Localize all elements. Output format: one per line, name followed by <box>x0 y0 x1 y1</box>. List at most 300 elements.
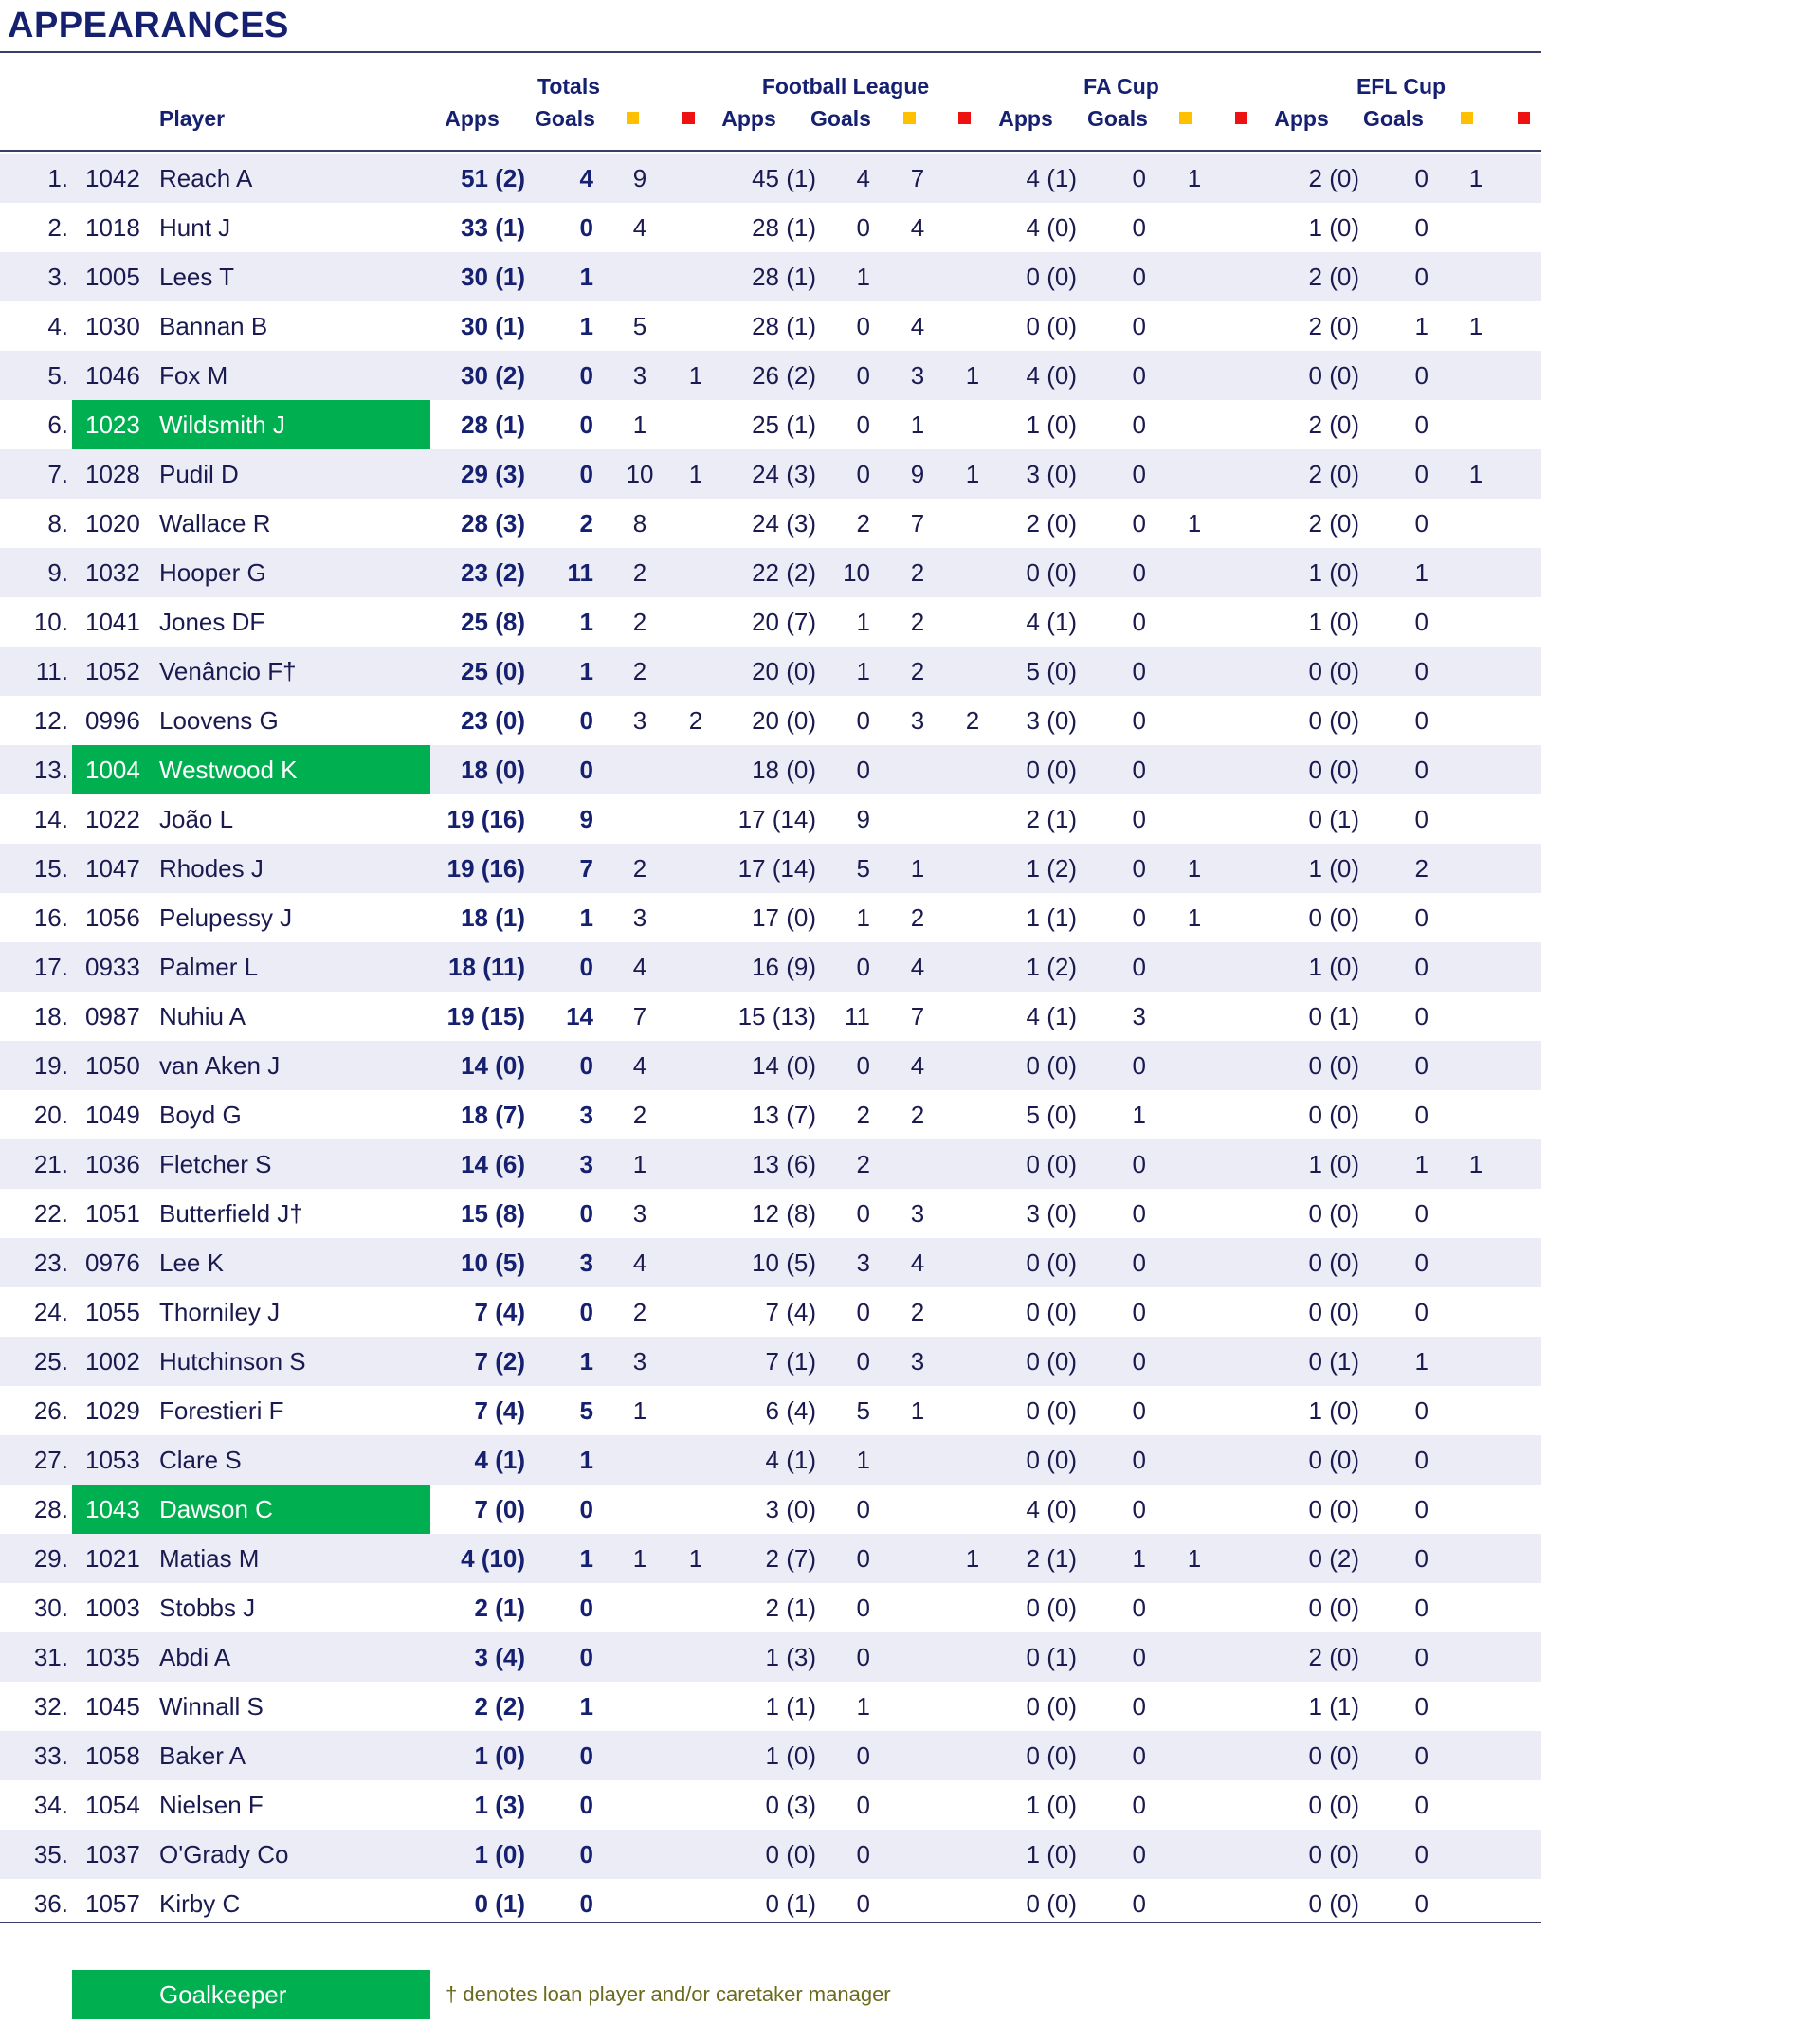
totals-yellow-cell: 8 <box>632 509 647 538</box>
efl-cup-yellow-cell: 1 <box>1468 1150 1483 1178</box>
efl-cup-goals-cell: 0 <box>1414 1446 1429 1474</box>
fa-cup-goals-cell: 0 <box>1132 1199 1146 1228</box>
rank-cell: 1. <box>47 164 68 192</box>
table-row <box>0 992 1541 1041</box>
efl-cup-goals-cell: 0 <box>1414 1594 1429 1622</box>
table-row <box>0 794 1541 844</box>
efl-cup-apps-cell: 0 (0) <box>1308 1840 1359 1868</box>
table-row <box>0 1337 1541 1386</box>
league-apps-cell: 0 (3) <box>765 1791 816 1819</box>
player-name-cell: Pelupessy J <box>159 903 293 932</box>
league-yellow-cell: 1 <box>910 854 925 883</box>
table-row <box>0 449 1541 499</box>
league-goals-cell: 0 <box>856 361 870 390</box>
totals-apps-cell: 7 (0) <box>474 1495 525 1523</box>
efl-cup-apps-cell: 1 (0) <box>1308 854 1359 883</box>
rank-cell: 12. <box>33 706 68 735</box>
table-row <box>0 1435 1541 1485</box>
fa-cup-goals-cell: 0 <box>1132 1594 1146 1622</box>
league-goals-cell: 1 <box>856 657 870 685</box>
fa-cup-goals-cell: 0 <box>1132 1248 1146 1277</box>
fa-cup-goals-cell: 0 <box>1132 1840 1146 1868</box>
player-name-cell: O'Grady Co <box>159 1840 289 1868</box>
league-apps-cell: 7 (4) <box>765 1298 816 1326</box>
efl-cup-apps-cell: 0 (0) <box>1308 1298 1359 1326</box>
column-header-player: Player <box>159 106 226 131</box>
efl-cup-goals-cell: 0 <box>1414 1051 1429 1080</box>
league-goals-cell: 2 <box>856 1150 870 1178</box>
player-name-cell: Pudil D <box>159 460 239 488</box>
totals-yellow-cell: 4 <box>632 953 647 981</box>
squad-number-cell: 1051 <box>85 1199 140 1228</box>
totals-goals-cell: 0 <box>579 1791 593 1819</box>
table-row <box>0 745 1541 794</box>
league-red-cell: 1 <box>965 460 980 488</box>
column-header-goals: Goals <box>810 106 871 131</box>
efl-cup-goals-cell: 0 <box>1414 1791 1429 1819</box>
efl-cup-goals-cell: 0 <box>1414 1741 1429 1770</box>
totals-yellow-cell: 5 <box>632 312 647 340</box>
fa-cup-goals-cell: 0 <box>1132 1396 1146 1425</box>
league-apps-cell: 17 (0) <box>752 903 816 932</box>
fa-cup-yellow-cell: 1 <box>1187 903 1202 932</box>
efl-cup-yellow-cell: 1 <box>1468 164 1483 192</box>
player-name-cell: Wallace R <box>159 509 271 538</box>
totals-apps-cell: 10 (5) <box>461 1248 525 1277</box>
table-row <box>0 1485 1541 1534</box>
fa-cup-goals-cell: 0 <box>1132 1889 1146 1918</box>
column-header-apps: Apps <box>721 106 776 131</box>
rank-cell: 10. <box>33 608 68 636</box>
fa-cup-apps-cell: 0 (0) <box>1026 1150 1077 1178</box>
efl-cup-goals-cell: 0 <box>1414 1298 1429 1326</box>
table-row <box>0 154 1541 203</box>
efl-cup-apps-cell: 2 (0) <box>1308 164 1359 192</box>
player-name-cell: Lees T <box>159 263 235 291</box>
league-apps-cell: 1 (1) <box>765 1692 816 1721</box>
squad-number-cell: 1053 <box>85 1446 140 1474</box>
squad-number-cell: 1032 <box>85 558 140 587</box>
totals-goals-cell: 1 <box>579 1544 593 1573</box>
totals-yellow-cell: 10 <box>626 460 654 488</box>
totals-apps-cell: 18 (7) <box>461 1101 525 1129</box>
totals-goals-cell: 0 <box>579 1199 593 1228</box>
totals-goals-cell: 11 <box>567 558 593 587</box>
squad-number-cell: 0996 <box>85 706 140 735</box>
totals-goals-cell: 4 <box>579 164 593 192</box>
efl-cup-apps-cell: 0 (0) <box>1308 1791 1359 1819</box>
table-row <box>0 942 1541 992</box>
squad-number-cell: 1041 <box>85 608 140 636</box>
totals-yellow-cell: 2 <box>632 1101 647 1129</box>
fa-cup-goals-cell: 0 <box>1132 706 1146 735</box>
table-row <box>0 400 1541 449</box>
fa-cup-apps-cell: 0 (0) <box>1026 1396 1077 1425</box>
fa-cup-apps-cell: 1 (0) <box>1026 410 1077 439</box>
totals-apps-cell: 15 (8) <box>461 1199 525 1228</box>
totals-goals-cell: 14 <box>566 1002 593 1030</box>
efl-cup-apps-cell: 0 (1) <box>1308 805 1359 833</box>
yellow-card-icon <box>1179 112 1192 124</box>
league-apps-cell: 20 (7) <box>752 608 816 636</box>
league-apps-cell: 3 (0) <box>765 1495 816 1523</box>
league-yellow-cell: 4 <box>910 953 925 981</box>
efl-cup-apps-cell: 0 (1) <box>1308 1002 1359 1030</box>
totals-goals-cell: 1 <box>579 903 593 932</box>
totals-apps-cell: 1 (0) <box>474 1741 525 1770</box>
player-name-cell: Venâncio F† <box>159 657 297 685</box>
table-row <box>0 1632 1541 1682</box>
league-apps-cell: 13 (7) <box>752 1101 816 1129</box>
fa-cup-goals-cell: 0 <box>1132 1347 1146 1376</box>
fa-cup-apps-cell: 3 (0) <box>1026 1199 1077 1228</box>
totals-apps-cell: 0 (1) <box>474 1889 525 1918</box>
league-goals-cell: 0 <box>856 1840 870 1868</box>
fa-cup-goals-cell: 0 <box>1132 460 1146 488</box>
league-apps-cell: 45 (1) <box>752 164 816 192</box>
fa-cup-goals-cell: 0 <box>1132 1741 1146 1770</box>
squad-number-cell: 1003 <box>85 1594 140 1622</box>
league-apps-cell: 18 (0) <box>752 756 816 784</box>
column-header-goals: Goals <box>1087 106 1148 131</box>
squad-number-cell: 1029 <box>85 1396 140 1425</box>
column-header-goals: Goals <box>535 106 595 131</box>
page-title: APPEARANCES <box>8 6 289 46</box>
fa-cup-goals-cell: 0 <box>1132 657 1146 685</box>
rank-cell: 30. <box>33 1594 68 1622</box>
efl-cup-apps-cell: 0 (0) <box>1308 361 1359 390</box>
totals-yellow-cell: 4 <box>632 1248 647 1277</box>
league-apps-cell: 16 (9) <box>752 953 816 981</box>
player-name-cell: Abdi A <box>159 1643 231 1671</box>
totals-goals-cell: 1 <box>579 1692 593 1721</box>
league-goals-cell: 0 <box>856 1347 870 1376</box>
totals-goals-cell: 0 <box>579 1889 593 1918</box>
player-name-cell: Jones DF <box>159 608 265 636</box>
league-apps-cell: 20 (0) <box>752 657 816 685</box>
column-header-goals: Goals <box>1363 106 1424 131</box>
totals-goals-cell: 0 <box>579 1298 593 1326</box>
squad-number-cell: 1049 <box>85 1101 140 1129</box>
squad-number-cell: 0987 <box>85 1002 140 1030</box>
efl-cup-goals-cell: 0 <box>1414 706 1429 735</box>
fa-cup-yellow-cell: 1 <box>1187 1544 1202 1573</box>
efl-cup-goals-cell: 0 <box>1414 1002 1429 1030</box>
efl-cup-apps-cell: 0 (0) <box>1308 706 1359 735</box>
table-row <box>0 301 1541 351</box>
league-goals-cell: 1 <box>856 263 870 291</box>
player-name-cell: Fletcher S <box>159 1150 272 1178</box>
league-apps-cell: 24 (3) <box>752 460 816 488</box>
efl-cup-goals-cell: 0 <box>1414 1396 1429 1425</box>
fa-cup-goals-cell: 1 <box>1132 1544 1146 1573</box>
league-red-cell: 1 <box>965 361 980 390</box>
table-row <box>0 499 1541 548</box>
table-row <box>0 1238 1541 1287</box>
goalkeeper-legend-label: Goalkeeper <box>159 1980 287 2009</box>
totals-apps-cell: 30 (1) <box>461 263 525 291</box>
fa-cup-goals-cell: 0 <box>1132 903 1146 932</box>
rank-cell: 26. <box>33 1396 68 1425</box>
totals-apps-cell: 2 (2) <box>474 1692 525 1721</box>
rank-cell: 35. <box>33 1840 68 1868</box>
totals-goals-cell: 0 <box>579 1051 593 1080</box>
rank-cell: 19. <box>33 1051 68 1080</box>
fa-cup-apps-cell: 1 (0) <box>1026 1791 1077 1819</box>
league-red-cell: 1 <box>965 1544 980 1573</box>
rank-cell: 25. <box>33 1347 68 1376</box>
rank-cell: 24. <box>33 1298 68 1326</box>
fa-cup-apps-cell: 5 (0) <box>1026 1101 1077 1129</box>
totals-yellow-cell: 4 <box>632 1051 647 1080</box>
fa-cup-apps-cell: 4 (1) <box>1026 1002 1077 1030</box>
fa-cup-yellow-cell: 1 <box>1187 164 1202 192</box>
league-apps-cell: 0 (0) <box>765 1840 816 1868</box>
rank-cell: 32. <box>33 1692 68 1721</box>
fa-cup-apps-cell: 2 (0) <box>1026 509 1077 538</box>
totals-goals-cell: 3 <box>579 1248 593 1277</box>
fa-cup-apps-cell: 3 (0) <box>1026 706 1077 735</box>
totals-yellow-cell: 3 <box>632 903 647 932</box>
squad-number-cell: 1028 <box>85 460 140 488</box>
totals-goals-cell: 1 <box>579 263 593 291</box>
table-row <box>0 597 1541 647</box>
player-name-cell: Clare S <box>159 1446 242 1474</box>
totals-apps-cell: 30 (1) <box>461 312 525 340</box>
league-goals-cell: 1 <box>856 903 870 932</box>
totals-apps-cell: 23 (2) <box>461 558 525 587</box>
league-goals-cell: 5 <box>856 1396 870 1425</box>
table-row <box>0 1780 1541 1830</box>
efl-cup-apps-cell: 2 (0) <box>1308 1643 1359 1671</box>
efl-cup-goals-cell: 1 <box>1414 1347 1429 1376</box>
squad-number-cell: 1036 <box>85 1150 140 1178</box>
rank-cell: 33. <box>33 1741 68 1770</box>
league-goals-cell: 0 <box>856 1298 870 1326</box>
totals-yellow-cell: 3 <box>632 361 647 390</box>
efl-cup-apps-cell: 1 (0) <box>1308 1396 1359 1425</box>
fa-cup-apps-cell: 0 (0) <box>1026 558 1077 587</box>
table-row <box>0 1287 1541 1337</box>
efl-cup-goals-cell: 0 <box>1414 164 1429 192</box>
totals-goals-cell: 0 <box>579 410 593 439</box>
efl-cup-apps-cell: 0 (0) <box>1308 1495 1359 1523</box>
league-goals-cell: 0 <box>856 1741 870 1770</box>
rank-cell: 2. <box>47 213 68 242</box>
fa-cup-apps-cell: 0 (0) <box>1026 312 1077 340</box>
league-yellow-cell: 4 <box>910 1051 925 1080</box>
efl-cup-goals-cell: 0 <box>1414 1199 1429 1228</box>
rank-cell: 36. <box>33 1889 68 1918</box>
totals-goals-cell: 0 <box>579 361 593 390</box>
totals-apps-cell: 2 (1) <box>474 1594 525 1622</box>
league-goals-cell: 0 <box>856 410 870 439</box>
efl-cup-goals-cell: 0 <box>1414 509 1429 538</box>
league-yellow-cell: 1 <box>910 410 925 439</box>
rank-cell: 27. <box>33 1446 68 1474</box>
player-name-cell: Nuhiu A <box>159 1002 246 1030</box>
efl-cup-goals-cell: 0 <box>1414 213 1429 242</box>
loan-footnote: † denotes loan player and/or caretaker manager <box>446 1982 891 2006</box>
totals-apps-cell: 23 (0) <box>461 706 525 735</box>
fa-cup-apps-cell: 0 (0) <box>1026 1889 1077 1918</box>
player-name-cell: Lee K <box>159 1248 224 1277</box>
fa-cup-apps-cell: 0 (0) <box>1026 1347 1077 1376</box>
league-apps-cell: 28 (1) <box>752 213 816 242</box>
totals-apps-cell: 19 (16) <box>446 805 525 833</box>
totals-apps-cell: 4 (1) <box>474 1446 525 1474</box>
red-card-icon <box>1235 112 1247 124</box>
fa-cup-apps-cell: 5 (0) <box>1026 657 1077 685</box>
efl-cup-goals-cell: 0 <box>1414 903 1429 932</box>
league-apps-cell: 13 (6) <box>752 1150 816 1178</box>
league-apps-cell: 24 (3) <box>752 509 816 538</box>
fa-cup-goals-cell: 0 <box>1132 756 1146 784</box>
efl-cup-goals-cell: 0 <box>1414 1248 1429 1277</box>
player-name-cell: Hutchinson S <box>159 1347 306 1376</box>
league-yellow-cell: 3 <box>910 361 925 390</box>
league-apps-cell: 1 (0) <box>765 1741 816 1770</box>
totals-goals-cell: 1 <box>579 312 593 340</box>
efl-cup-apps-cell: 2 (0) <box>1308 460 1359 488</box>
table-row <box>0 1090 1541 1139</box>
totals-goals-cell: 0 <box>579 1594 593 1622</box>
league-red-cell: 2 <box>965 706 980 735</box>
table-row <box>0 1386 1541 1435</box>
table-row <box>0 1041 1541 1090</box>
totals-goals-cell: 5 <box>579 1396 593 1425</box>
league-apps-cell: 20 (0) <box>752 706 816 735</box>
totals-goals-cell: 0 <box>579 756 593 784</box>
column-header-apps: Apps <box>1274 106 1329 131</box>
table-row <box>0 203 1541 252</box>
fa-cup-apps-cell: 0 (1) <box>1026 1643 1077 1671</box>
rank-cell: 13. <box>33 756 68 784</box>
squad-number-cell: 0976 <box>85 1248 140 1277</box>
efl-cup-apps-cell: 0 (0) <box>1308 1594 1359 1622</box>
group-header-fa-cup: FA Cup <box>1083 74 1159 99</box>
player-name-cell: Fox M <box>159 361 228 390</box>
totals-goals-cell: 0 <box>579 1495 593 1523</box>
yellow-card-icon <box>903 112 916 124</box>
totals-yellow-cell: 9 <box>632 164 647 192</box>
fa-cup-goals-cell: 0 <box>1132 509 1146 538</box>
totals-yellow-cell: 1 <box>632 410 647 439</box>
squad-number-cell: 1056 <box>85 903 140 932</box>
fa-cup-apps-cell: 0 (0) <box>1026 1594 1077 1622</box>
league-goals-cell: 0 <box>856 1889 870 1918</box>
totals-yellow-cell: 3 <box>632 1347 647 1376</box>
efl-cup-apps-cell: 1 (0) <box>1308 608 1359 636</box>
totals-yellow-cell: 7 <box>632 1002 647 1030</box>
rank-cell: 14. <box>33 805 68 833</box>
squad-number-cell: 1050 <box>85 1051 140 1080</box>
efl-cup-goals-cell: 1 <box>1414 1150 1429 1178</box>
totals-goals-cell: 0 <box>579 213 593 242</box>
fa-cup-apps-cell: 4 (0) <box>1026 1495 1077 1523</box>
league-goals-cell: 1 <box>856 1446 870 1474</box>
totals-red-cell: 1 <box>688 460 703 488</box>
efl-cup-goals-cell: 2 <box>1414 854 1429 883</box>
fa-cup-apps-cell: 1 (1) <box>1026 903 1077 932</box>
league-apps-cell: 2 (7) <box>765 1544 816 1573</box>
fa-cup-yellow-cell: 1 <box>1187 509 1202 538</box>
table-row <box>0 647 1541 696</box>
league-yellow-cell: 4 <box>910 1248 925 1277</box>
yellow-card-icon <box>1461 112 1473 124</box>
column-header-apps: Apps <box>998 106 1053 131</box>
totals-apps-cell: 28 (1) <box>461 410 525 439</box>
player-name-cell: Boyd G <box>159 1101 242 1129</box>
totals-goals-cell: 3 <box>579 1101 593 1129</box>
player-name-cell: Wildsmith J <box>159 410 285 439</box>
totals-apps-cell: 7 (4) <box>474 1396 525 1425</box>
league-goals-cell: 0 <box>856 756 870 784</box>
rank-cell: 4. <box>47 312 68 340</box>
fa-cup-goals-cell: 0 <box>1132 410 1146 439</box>
yellow-card-icon <box>627 112 639 124</box>
league-apps-cell: 2 (1) <box>765 1594 816 1622</box>
totals-apps-cell: 51 (2) <box>461 164 525 192</box>
totals-yellow-cell: 1 <box>632 1396 647 1425</box>
red-card-icon <box>958 112 971 124</box>
title-rule <box>0 51 1541 53</box>
table-row <box>0 1731 1541 1780</box>
player-name-cell: Dawson C <box>159 1495 273 1523</box>
league-apps-cell: 6 (4) <box>765 1396 816 1425</box>
fa-cup-apps-cell: 1 (2) <box>1026 953 1077 981</box>
league-apps-cell: 17 (14) <box>737 805 816 833</box>
efl-cup-goals-cell: 0 <box>1414 410 1429 439</box>
totals-apps-cell: 1 (0) <box>474 1840 525 1868</box>
efl-cup-apps-cell: 0 (0) <box>1308 1248 1359 1277</box>
league-goals-cell: 1 <box>856 1692 870 1721</box>
totals-apps-cell: 3 (4) <box>474 1643 525 1671</box>
league-goals-cell: 0 <box>856 1495 870 1523</box>
efl-cup-apps-cell: 0 (0) <box>1308 1889 1359 1918</box>
squad-number-cell: 1020 <box>85 509 140 538</box>
efl-cup-goals-cell: 1 <box>1414 312 1429 340</box>
table-row <box>0 1682 1541 1731</box>
league-yellow-cell: 2 <box>910 903 925 932</box>
fa-cup-apps-cell: 4 (0) <box>1026 361 1077 390</box>
fa-cup-apps-cell: 0 (0) <box>1026 1446 1077 1474</box>
league-goals-cell: 0 <box>856 706 870 735</box>
squad-number-cell: 1055 <box>85 1298 140 1326</box>
fa-cup-goals-cell: 0 <box>1132 854 1146 883</box>
totals-yellow-cell: 3 <box>632 1199 647 1228</box>
squad-number-cell: 0933 <box>85 953 140 981</box>
totals-apps-cell: 4 (10) <box>461 1544 525 1573</box>
efl-cup-goals-cell: 0 <box>1414 608 1429 636</box>
fa-cup-goals-cell: 1 <box>1132 1101 1146 1129</box>
rank-cell: 29. <box>33 1544 68 1573</box>
table-row <box>0 351 1541 400</box>
table-row <box>0 696 1541 745</box>
totals-apps-cell: 33 (1) <box>461 213 525 242</box>
efl-cup-apps-cell: 0 (0) <box>1308 756 1359 784</box>
player-name-cell: Bannan B <box>159 312 268 340</box>
totals-goals-cell: 3 <box>579 1150 593 1178</box>
squad-number-cell: 1030 <box>85 312 140 340</box>
fa-cup-goals-cell: 0 <box>1132 1150 1146 1178</box>
rank-cell: 6. <box>47 410 68 439</box>
rank-cell: 9. <box>47 558 68 587</box>
fa-cup-apps-cell: 0 (0) <box>1026 1051 1077 1080</box>
league-yellow-cell: 1 <box>910 1396 925 1425</box>
efl-cup-apps-cell: 2 (0) <box>1308 263 1359 291</box>
efl-cup-apps-cell: 1 (0) <box>1308 953 1359 981</box>
